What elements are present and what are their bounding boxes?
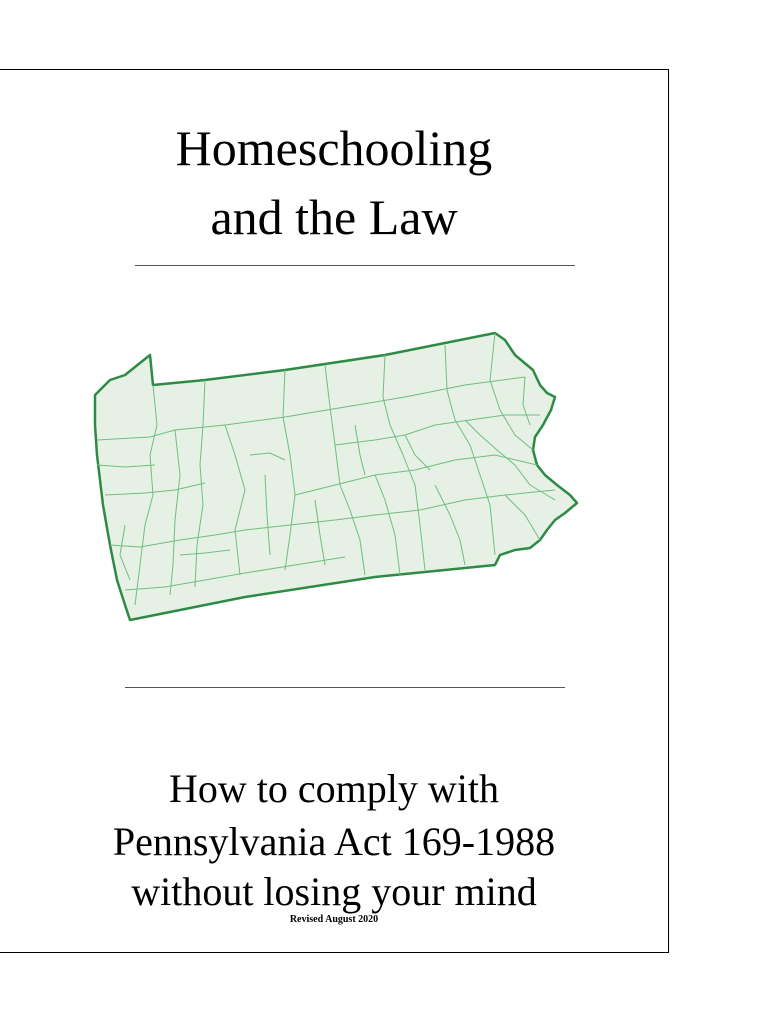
state-outline <box>95 333 577 620</box>
subtitle-line-1: How to comply with <box>169 766 499 811</box>
bottom-divider <box>125 687 565 688</box>
top-divider <box>135 265 575 266</box>
pennsylvania-map-icon <box>85 325 585 630</box>
subtitle-line-3: without losing your mind <box>131 869 537 914</box>
title-line-2: and the Law <box>210 189 458 245</box>
title-line-1: Homeschooling <box>175 120 493 176</box>
subtitle-line-2: Pennsylvania Act 169-1988 <box>112 819 556 864</box>
revised-date: Revised August 2020 <box>289 914 379 925</box>
